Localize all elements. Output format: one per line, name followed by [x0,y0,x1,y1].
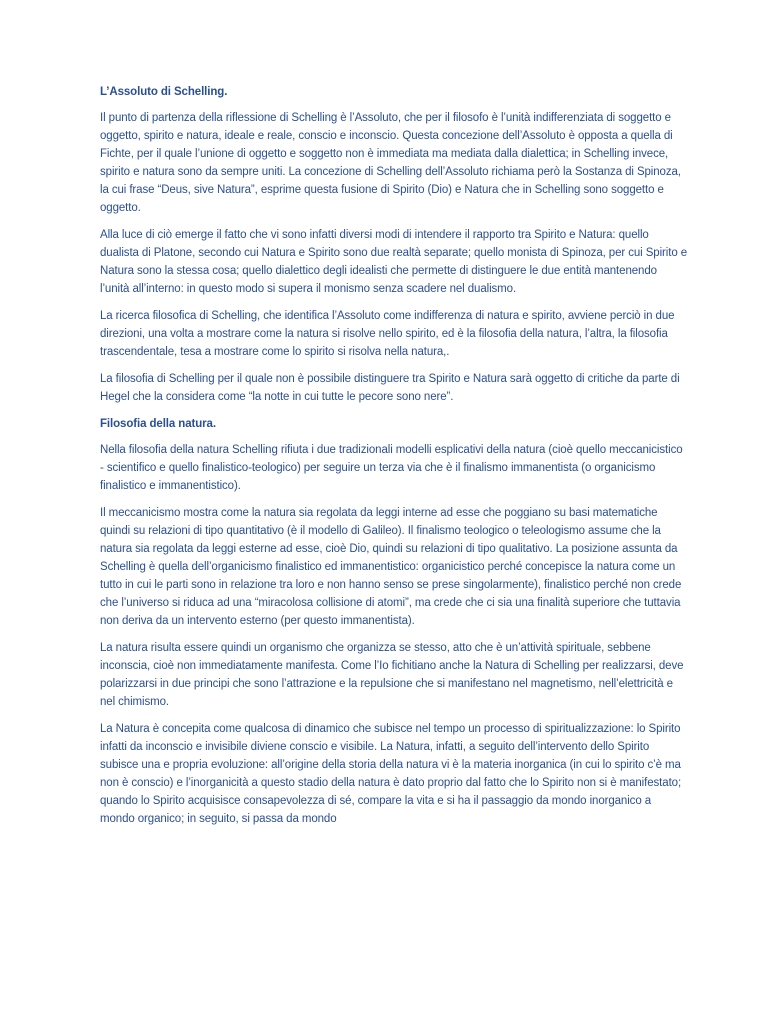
paragraph: La Natura è concepita come qualcosa di dinamico che subisce nel tempo un processo di spiritualizzazione: lo Spirito infatti da inconscio e invisibile diviene conscio e visibile. La Natura, infatti, a seguito dell’intervento dello Spirito subisce una e propria evoluzione: all’origine della storia della natura vi è la materia inorganica (in cui lo spirito c’è ma non è conscio) e l’inorganicità a questo stadio della natura è dato proprio dal fatto che lo Spirito non si è manifestato; quando lo Spirito acquisisce consapevolezza di sé, compare la vita e si ha il passaggio da mondo inorganico a mondo organico; in seguito, si passa da mondo [100,723,682,825]
paragraph: La filosofia di Schelling per il quale non è possibile distinguere tra Spirito e Natura sarà oggetto di critiche da parte di Hegel che la considera come “la notte in cui tutte le pecore sono nere”. [100,373,680,403]
paragraph: Nella filosofia della natura Schelling rifiuta i due tradizionali modelli esplicativi della natura (cioè quello meccanicistico - scientifico e quello finalistico-teologico) per seguire un terza via che è il finalismo immanentista (o organicismo finalistico e immanentistico). [100,444,683,492]
paragraph: Alla luce di ciò emerge il fatto che vi sono infatti diversi modi di intendere il rapporto tra Spirito e Natura: quello dualista di Platone, secondo cui Natura e Spirito sono due realtà separate; quello monista di Spinoza, per cui Spirito e Natura sono la stessa cosa; quello dialettico degli idealisti che permette di distinguere le due entità mantenendo l’unità all’interno: in questo modo si supera il monismo senza scadere nel dualismo. [100,229,688,295]
paragraph: Il punto di partenza della riflessione di Schelling è l’Assoluto, che per il filosofo è l’unità indifferenziata di soggetto e oggetto, spirito e natura, ideale e reale, conscio e inconscio. Questa concezione dell’Assoluto è opposta a quella di Fichte, per il quale l’unione di oggetto e soggetto non è immediata ma mediata dalla dialettica; in Schelling invece, spirito e natura sono da sempre uniti. La concezione di Schelling dell’Assoluto richiama però la Sostanza di Spinoza, la cui frase “Deus, sive Natura”, esprime questa fusione di Spirito (Dio) e Natura che in Schelling sono soggetto e oggetto. [100,112,681,214]
document-body [100,83,688,837]
paragraph: La natura risulta essere quindi un organismo che organizza se stesso, atto che è un’attività spirituale, sebbene inconscia, cioè non immediatamente manifesta. Come l’Io fichitiano anche la Natura di Schelling per realizzarsi, deve polarizzarsi in due principi che sono l’attrazione e la repulsione che si manifestano nel magnetismo, nell’elettricità e nel chimismo. [100,642,684,708]
paragraph: Il meccanicismo mostra come la natura sia regolata da leggi interne ad esse che poggiano su basi matematiche quindi su relazioni di tipo quantitativo (è il modello di Galileo). Il finalismo teologico o teleologismo assume che la natura sia regolata da leggi esterne ad esse, cioè Dio, quindi su relazioni di tipo qualitativo. La posizione assunta da Schelling è quella dell’organicismo finalistico ed immanentistico: organicistico perché concepisce la natura come un tutto in cui le parti sono in relazione tra loro e non hanno senso se prese singolarmente), finalistico perché non crede che l’universo si riduca ad una “miracolosa collisione di atomi”, ma crede che ci sia una finalità superiore che tuttavia non deriva da un intervento esterno (per questo immanentista). [100,507,682,627]
document-title: L’Assoluto di Schelling. [100,86,228,98]
paragraph: La ricerca filosofica di Schelling, che identifica l’Assoluto come indifferenza di natura e spirito, avviene perciò in due direzioni, una volta a mostrare come la natura si risolve nello spirito, ed è la filosofia della natura, l’altra, la filosofia trascendentale, tesa a mostrare come lo spirito si risolva nella natura,. [100,310,675,358]
section-heading: Filosofia della natura. [100,418,216,430]
